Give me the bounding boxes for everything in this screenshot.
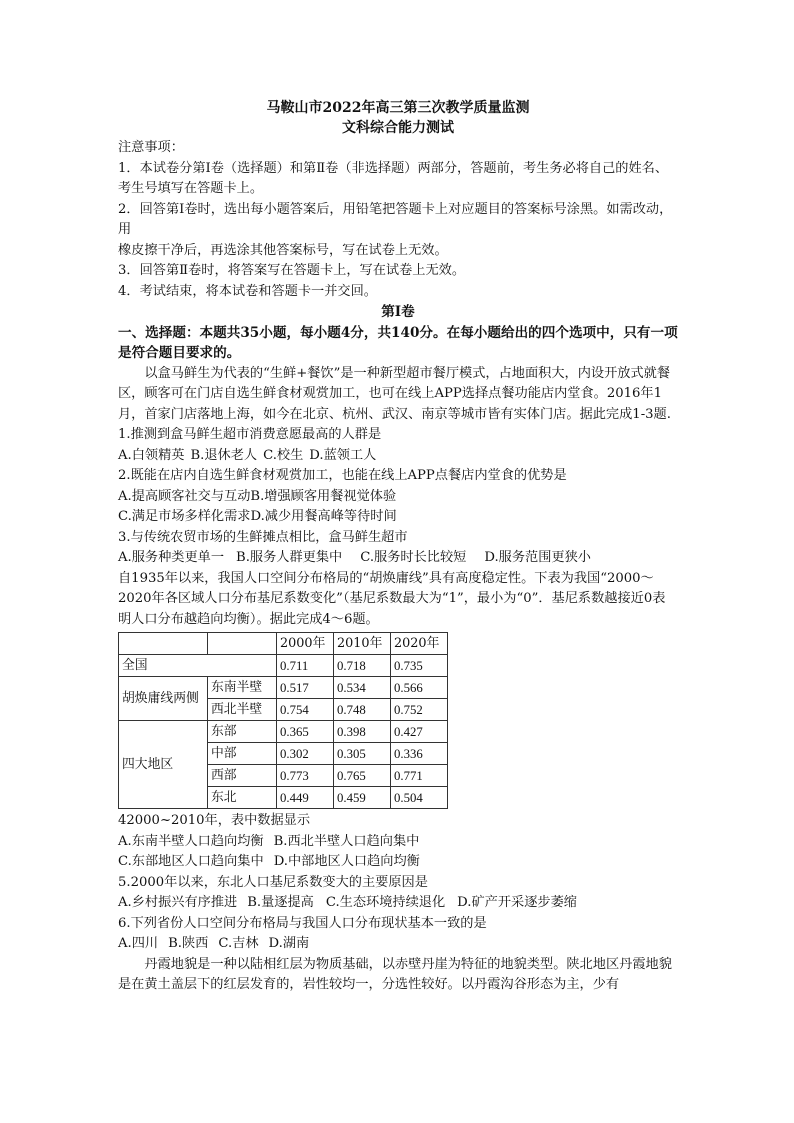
q1-option-a[interactable]: A.白领精英 — [118, 447, 185, 463]
q3-option-b[interactable]: B.服务人群更集中 — [236, 550, 343, 565]
question-3-options — [118, 548, 678, 569]
row-label-national: 全国 — [119, 655, 277, 677]
question-5-stem: 5.2000年以来，东北人口基尼系数变大的主要原因是 — [118, 874, 428, 890]
q5-option-a[interactable]: A.乡村振兴有序推进 — [118, 895, 238, 910]
notice-item-4: 4．考试结束，将本试卷和答题卡一并交回。 — [118, 283, 377, 299]
question-6-options — [118, 934, 678, 955]
table-row: 西部 0.773 0.765 0.771 — [119, 765, 448, 787]
exam-title: 马鞍山市2022年高三第三次教学质量监测 — [266, 100, 530, 116]
question-1-options — [118, 446, 678, 467]
question-6-stem: 6.下列省份人口空间分布格局与我国人口分布现状基本一致的是 — [118, 915, 487, 931]
question-3-stem: 3.与传统农贸市场的生鲜摊点相比，盒马鲜生超市 — [118, 529, 408, 545]
q3-option-c[interactable]: C.服务时长比较短 — [360, 550, 467, 565]
q6-option-d[interactable]: D.湖南 — [268, 936, 310, 951]
q1-option-b[interactable]: B.退休老人 — [190, 447, 258, 463]
question-4-stem: 42000~2010年，表中数据显示 — [118, 813, 311, 828]
q1-option-c[interactable]: C.校生 — [263, 447, 304, 463]
table-row: 东北 0.449 0.459 0.504 — [119, 787, 448, 809]
question-2-options-ab[interactable]: A.提高顾客社交与互动B.增强顾客用餐视觉体验 — [118, 488, 397, 504]
table-row: 胡焕庸线两侧 东南半壁 0.517 0.534 0.566 — [119, 677, 448, 699]
header-2000: 2000年 — [277, 633, 334, 655]
part1-title: 第Ⅰ卷 — [381, 304, 415, 320]
exam-subtitle: 文科综合能力测试 — [342, 120, 454, 136]
question-2-options-cd[interactable]: C.满足市场多样化需求D.减少用餐高峰等待时间 — [118, 509, 397, 524]
notice-item-1: 1．本试卷分第Ⅰ卷（选择题）和第Ⅱ卷（非选择题）两部分，答题前，考生务必将自己的姓名、考生号填写在答题卡上。 — [118, 160, 669, 196]
group-label-hu-line: 胡焕庸线两侧 — [119, 677, 208, 721]
q6-option-b[interactable]: B.陕西 — [168, 936, 209, 951]
q5-option-d[interactable]: D.矿产开采逐步萎缩 — [457, 895, 577, 910]
exam-content — [118, 98, 678, 996]
table-row: 全国 0.711 0.718 0.735 — [119, 655, 448, 677]
notice-item-2-cont: 橡皮擦干净后，再选涂其他答案标号，写在试卷上无效。 — [118, 242, 448, 258]
q5-option-c[interactable]: C.生态环境持续退化 — [325, 895, 446, 910]
q4-option-a[interactable]: A.东南半壁人口趋向均衡 — [118, 833, 264, 849]
section-title: 一、选择题：本题共35小题，每小题4分，共140分。在每小题给出的四个选项中，只有一项是符合题目要求的。 — [118, 324, 678, 361]
table-header-row — [119, 633, 448, 655]
header-2010: 2010年 — [334, 633, 391, 655]
table-row: 四大地区 东部 0.365 0.398 0.427 — [119, 721, 448, 743]
q3-option-d[interactable]: D.服务范围更狭小 — [484, 550, 591, 565]
table-row: 西北半壁 0.754 0.748 0.752 — [119, 699, 448, 721]
group-label-four-regions: 四大地区 — [119, 721, 208, 809]
q4-option-d[interactable]: D.中部地区人口趋向均衡 — [273, 854, 420, 869]
q4-option-c[interactable]: C.东部地区人口趋向集中 — [118, 854, 264, 869]
notice-item-2: 2．回答第Ⅰ卷时，选出每小题答案后，用铅笔把答题卡上对应题目的答案标号涂黑。如需改动，用 — [118, 201, 673, 237]
passage-hema: 以盒马鲜生为代表的“生鲜+餐饮”是一种新型超市餐厅模式，占地面积大，内设开放式就餐区，顾客可在门店自选生鲜食材观赏加工，也可在线上APP选择点餐功能店内堂食。2016年1月，首家门店落地上海，如今在北京、杭州、武汉、南京等城市皆有实体门店。据此完成1-3题. — [118, 365, 671, 422]
question-5-options — [118, 893, 678, 914]
q6-option-c[interactable]: C.吉林 — [218, 936, 259, 951]
q6-option-a[interactable]: A.四川 — [118, 936, 159, 951]
passage-hu-line: 自1935年以来，我国人口空间分布格局的“胡焕庸线”具有高度稳定性。下表为我国“2000～2020年各区域人口分布基尼系数变化”（基尼系数最大为“1”，最小为“0”．基尼系数越接近0表明人口分布越趋向均衡）。据此完成4～6题。 — [118, 570, 666, 627]
question-1-stem: 1.推测到盒马鲜生超市消费意愿最高的人群是 — [118, 427, 382, 442]
question-4-options-cd — [118, 852, 678, 873]
q1-option-d[interactable]: D.蓝领工人 — [309, 447, 377, 463]
notice-item-3: 3．回答第Ⅱ卷时，将答案写在答题卡上，写在试卷上无效。 — [118, 263, 466, 278]
header-2020: 2020年 — [391, 633, 448, 655]
notice-heading: 注意事项： — [118, 140, 184, 155]
question-2-stem: 2.既能在店内自选生鲜食材观赏加工，也能在线上APP点餐店内堂食的优势是 — [118, 468, 567, 483]
question-4-options-ab — [118, 832, 678, 853]
gini-table — [118, 632, 448, 809]
q4-option-b[interactable]: B.西北半壁人口趋向集中 — [273, 833, 420, 849]
table-row: 中部 0.302 0.305 0.336 — [119, 743, 448, 765]
q3-option-a[interactable]: A.服务种类更单一 — [118, 550, 225, 565]
q5-option-b[interactable]: B.量逐提高 — [247, 895, 314, 910]
passage-danxia: 丹霞地貌是一种以陆相红层为物质基础，以赤壁丹崖为特征的地貌类型。陕北地区丹霞地貌是在黄土盖层下的红层发育的，岩性较均一，分选性较好。以丹霞沟谷形态为主，少有 — [118, 956, 672, 992]
